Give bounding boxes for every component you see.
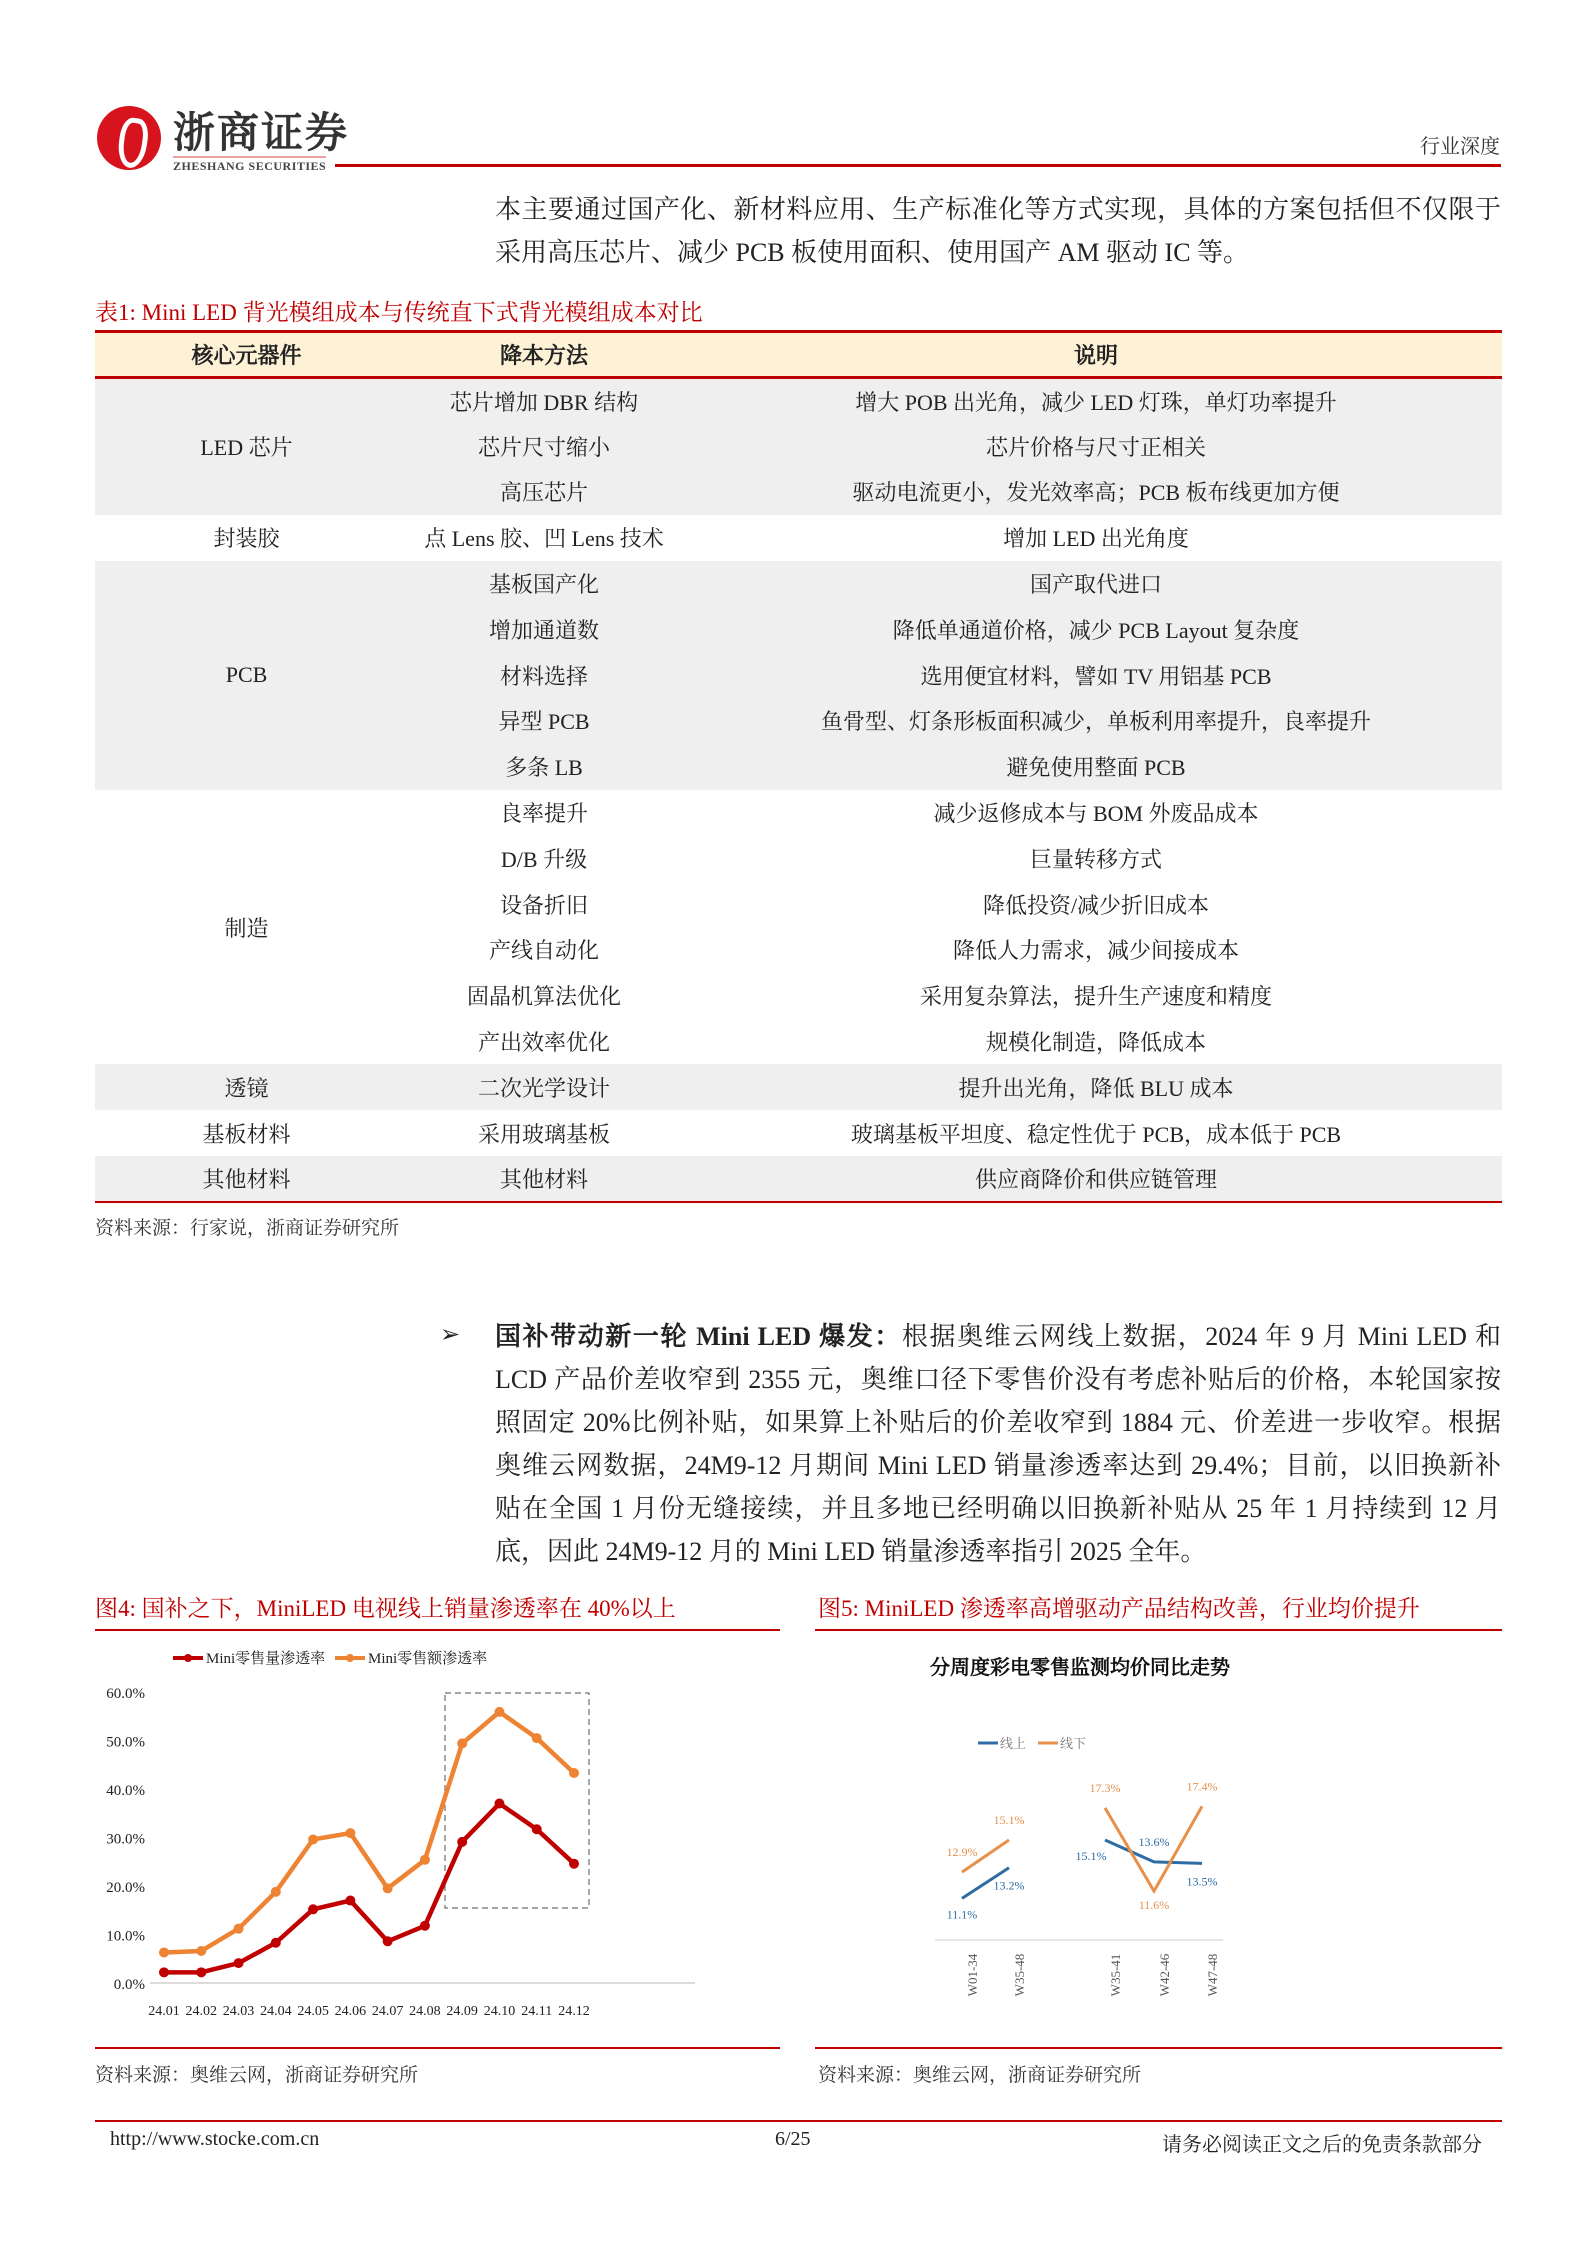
- legend-marker: [346, 1654, 354, 1662]
- data-point: [420, 1921, 430, 1931]
- table-row: [95, 561, 1502, 607]
- chart-title: 分周度彩电零售监测均价同比走势: [930, 1657, 1230, 1679]
- series-line: [164, 1712, 574, 1953]
- method-cell: D/B 升级: [500, 846, 588, 872]
- description-cell: 鱼骨型、灯条形板面积减少，单板利用率提升，良率提升: [690, 698, 1502, 744]
- description-cell: 提升出光角，降低 BLU 成本: [690, 1064, 1502, 1110]
- component-cell: 封装胶: [213, 526, 280, 552]
- data-label: 13.5%: [1186, 1874, 1218, 1889]
- description-cell: 国产取代进口: [690, 561, 1502, 607]
- x-tick-label: 24.03: [222, 2004, 255, 2019]
- x-tick-label: 24.10: [483, 2004, 516, 2019]
- table-row: [95, 1156, 1502, 1202]
- component-cell: 其他材料: [95, 1156, 398, 1202]
- figure5-top-rule: [815, 1629, 1502, 1631]
- logo-mark-icon: [97, 106, 161, 170]
- data-point: [345, 1896, 355, 1906]
- method-cell: 芯片尺寸缩小: [398, 423, 690, 469]
- x-tick-label: 24.02: [185, 2004, 218, 2019]
- method-cell: 产出效率优化: [477, 1030, 610, 1056]
- x-tick-label: W01-34: [965, 1953, 980, 1997]
- table-row: [95, 1110, 1502, 1156]
- method-cell: 采用玻璃基板: [477, 1121, 610, 1147]
- table-source: 资料来源：行家说，浙商证券研究所: [95, 1218, 400, 1239]
- x-tick-label: 24.09: [446, 2004, 478, 2019]
- method-cell: 增加通道数: [398, 606, 690, 652]
- component-cell: 透镜: [95, 1064, 398, 1110]
- paragraph-line: 照固定 20%比例补贴，如果算上补贴后的价差收窄到 1884 元、价差进一步收窄。根据: [495, 1408, 1501, 1437]
- data-label: 15.1%: [1075, 1849, 1107, 1863]
- col-header: 核心元器件: [95, 332, 398, 378]
- data-point: [383, 1936, 393, 1946]
- paragraph-text: 根据奥维云网线上数据，2024 年 9 月 Mini LED 和: [901, 1322, 1501, 1351]
- data-point: [457, 1738, 467, 1748]
- data-point: [271, 1887, 281, 1897]
- legend-label: 线下: [1060, 1736, 1087, 1751]
- description-cell: 采用复杂算法，提升生产速度和精度: [919, 984, 1272, 1010]
- paragraph-line: LCD 产品价差收窄到 2355 元，奥维口径下零售价没有考虑补贴后的价格，本轮国家按: [495, 1365, 1501, 1394]
- figure5-source: 资料来源：奥维云网，浙商证券研究所: [818, 2065, 1142, 2086]
- x-tick-label: 24.12: [558, 2004, 590, 2019]
- table-row: [95, 790, 1502, 836]
- x-tick-label: 24.01: [148, 2004, 180, 2019]
- footer-disclaimer: 请务必阅读正文之后的免责条款部分: [1162, 2134, 1482, 2156]
- legend-label: Mini零售额渗透率: [368, 1651, 488, 1667]
- data-point: [234, 1958, 244, 1968]
- method-cell: 材料选择: [398, 652, 690, 698]
- description-cell: 降低单通道价格，减少 PCB Layout 复杂度: [690, 606, 1502, 652]
- description-cell: 减少返修成本与 BOM 外废品成本: [933, 801, 1259, 827]
- x-tick-label: 24.06: [334, 2004, 367, 2019]
- table-row: [95, 378, 1502, 424]
- data-point: [234, 1924, 244, 1934]
- arrow-bullet-icon: ➢: [440, 1322, 461, 1348]
- description-cell: 增大 POB 出光角，减少 LED 灯珠，单灯功率提升: [690, 378, 1502, 424]
- data-point: [569, 1859, 579, 1869]
- y-tick-label: 40.0%: [106, 1783, 145, 1799]
- table-row: [95, 515, 1502, 561]
- method-cell: 高压芯片: [398, 469, 690, 515]
- method-cell: 固晶机算法优化: [466, 984, 621, 1010]
- company-logo: [97, 104, 350, 174]
- figure4-source: 资料来源：奥维云网，浙商证券研究所: [95, 2065, 419, 2086]
- description-cell: 降低投资/减少折旧成本: [982, 892, 1210, 918]
- method-cell: 产线自动化: [488, 938, 599, 964]
- method-cell: 点 Lens 胶、凹 Lens 技术: [424, 526, 664, 552]
- method-cell: 芯片增加 DBR 结构: [398, 378, 690, 424]
- page-number: 6/25: [775, 2128, 811, 2150]
- data-label: 12.9%: [946, 1845, 978, 1860]
- body-paragraph: [495, 1315, 1501, 1573]
- data-point: [271, 1938, 281, 1948]
- data-point: [196, 1967, 206, 1977]
- method-cell: 良率提升: [499, 801, 588, 827]
- paragraph-lead: 国补带动新一轮 Mini LED 爆发：: [495, 1322, 902, 1351]
- data-point: [457, 1837, 467, 1847]
- data-point: [532, 1733, 542, 1743]
- figure5-caption: 图5: MiniLED 渗透率高增驱动产品结构改善，行业均价提升: [818, 1596, 1420, 1621]
- data-point: [308, 1834, 318, 1844]
- description-cell: 供应商降价和供应链管理: [690, 1156, 1502, 1202]
- data-label: 11.1%: [946, 1907, 978, 1922]
- y-tick-label: 60.0%: [106, 1686, 145, 1702]
- table-caption: 表1: Mini LED 背光模组成本与传统直下式背光模组成本对比: [95, 300, 703, 325]
- x-tick-label: 24.04: [260, 2004, 292, 2019]
- x-tick-label: W35-41: [1108, 1953, 1123, 1997]
- x-tick-label: 24.05: [297, 2004, 329, 2019]
- figure4-bottom-rule: [95, 2047, 780, 2049]
- footer-rule: [95, 2120, 1502, 2122]
- component-cell: 制造: [224, 915, 269, 941]
- col-header: 降本方法: [398, 332, 690, 378]
- method-cell: 其他材料: [398, 1156, 690, 1202]
- logo-name-en: ZHESHANG SECURITIES: [173, 156, 326, 174]
- description-cell: 芯片价格与尺寸正相关: [690, 423, 1502, 469]
- paragraph-line: 底，因此 24M9-12 月的 Mini LED 销量渗透率指引 2025 全年。: [495, 1537, 1207, 1566]
- data-point: [345, 1828, 355, 1838]
- data-label: 15.1%: [993, 1813, 1025, 1827]
- header-rule: [335, 164, 1501, 167]
- intro-line: 采用高压芯片、减少 PCB 板使用面积、使用国产 AM 驱动 IC 等。: [495, 238, 1250, 267]
- x-tick-label: W47-48: [1205, 1953, 1220, 1997]
- data-point: [308, 1904, 318, 1914]
- data-point: [383, 1883, 393, 1893]
- paragraph-line: [495, 1315, 1501, 1358]
- description-cell: 规模化制造，降低成本: [985, 1030, 1206, 1056]
- x-tick-label: W35-48: [1012, 1953, 1027, 1997]
- x-tick-label: 24.11: [521, 2004, 553, 2019]
- figure4-top-rule: [95, 1629, 780, 1631]
- method-cell: 基板国产化: [398, 561, 690, 607]
- data-point: [196, 1946, 206, 1956]
- report-type: 行业深度: [1420, 136, 1500, 158]
- intro-paragraph: [495, 188, 1501, 274]
- description-cell: 巨量转移方式: [1029, 846, 1162, 872]
- legend-label: Mini零售量渗透率: [206, 1651, 326, 1667]
- description-cell: 玻璃基板平坦度、稳定性优于 PCB，成本低于 PCB: [850, 1121, 1342, 1147]
- data-point: [420, 1855, 430, 1865]
- x-tick-label: 24.08: [409, 2004, 441, 2019]
- component-cell: 基板材料: [202, 1121, 291, 1147]
- x-tick-label: W42-46: [1157, 1953, 1172, 1997]
- figure5-bottom-rule: [815, 2047, 1502, 2049]
- description-cell: 避免使用整面 PCB: [690, 744, 1502, 790]
- description-cell: 选用便宜材料，譬如 TV 用铝基 PCB: [690, 652, 1502, 698]
- description-cell: 增加 LED 出光角度: [1003, 526, 1189, 552]
- data-label: 11.6%: [1138, 1898, 1170, 1913]
- component-cell: PCB: [95, 561, 398, 790]
- y-tick-label: 20.0%: [106, 1880, 145, 1896]
- footer-url[interactable]: http://www.stocke.com.cn: [110, 2128, 320, 2150]
- intro-line: 本主要通过国产化、新材料应用、生产标准化等方式实现，具体的方案包括但不仅限于: [495, 195, 1501, 224]
- paragraph-line: 奥维云网数据，24M9-12 月期间 Mini LED 销量渗透率达到 29.4%；目前，以旧换新补: [495, 1451, 1501, 1480]
- figure5-line-chart: [815, 1640, 1502, 2040]
- y-tick-label: 10.0%: [106, 1928, 145, 1945]
- legend-marker: [184, 1654, 192, 1662]
- data-point: [494, 1707, 504, 1717]
- method-cell: 异型 PCB: [398, 698, 690, 744]
- component-cell: LED 芯片: [95, 378, 398, 515]
- y-tick-label: 30.0%: [106, 1831, 145, 1848]
- logo-name: 浙商证券: [173, 108, 350, 157]
- data-point: [494, 1799, 504, 1809]
- data-point: [159, 1967, 169, 1977]
- data-point: [569, 1768, 579, 1778]
- data-label: 13.6%: [1138, 1834, 1170, 1849]
- legend-label: 线上: [1000, 1736, 1027, 1751]
- data-point: [532, 1824, 542, 1834]
- method-cell: 二次光学设计: [398, 1064, 690, 1110]
- method-cell: 设备折旧: [499, 892, 588, 918]
- table-row: [95, 1064, 1502, 1110]
- description-cell: 降低人力需求，减少间接成本: [952, 938, 1239, 964]
- figure4-line-chart: [95, 1640, 780, 2040]
- paragraph-line: 贴在全国 1 月份无缝接续，并且多地已经明确以旧换新补贴从 25 年 1 月持续到 12 月: [495, 1494, 1501, 1523]
- col-header: 说明: [690, 332, 1502, 378]
- y-tick-label: 0.0%: [113, 1977, 145, 1993]
- data-label: 17.3%: [1089, 1780, 1121, 1795]
- data-label: 13.2%: [993, 1878, 1025, 1893]
- cost-comparison-table: [95, 330, 1502, 1203]
- table-header-row: [95, 332, 1502, 378]
- description-cell: 驱动电流更小，发光效率高；PCB 板布线更加方便: [690, 469, 1502, 515]
- figure4-caption: 图4: 国补之下，MiniLED 电视线上销量渗透率在 40%以上: [95, 1596, 676, 1621]
- series-line: [164, 1804, 574, 1973]
- data-point: [159, 1947, 169, 1957]
- data-label: 17.4%: [1186, 1779, 1218, 1794]
- y-tick-label: 50.0%: [106, 1734, 145, 1751]
- x-tick-label: 24.07: [371, 2004, 404, 2019]
- method-cell: 多条 LB: [398, 744, 690, 790]
